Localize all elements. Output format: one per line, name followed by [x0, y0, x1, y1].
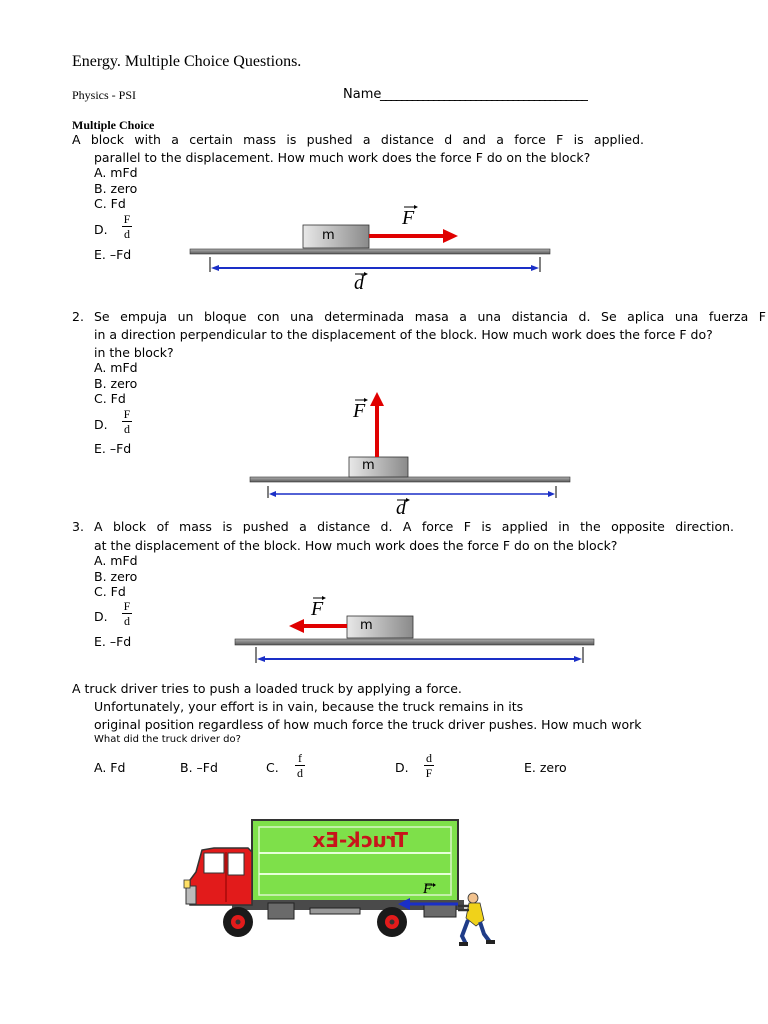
question-2-line-2: in a direction perpendicular to the displacement of the block. How much work does the force F do? — [94, 327, 713, 342]
rear-wheel-center — [390, 920, 395, 925]
question-2-line-3: in the block? — [94, 345, 174, 360]
question-3-line-1: A block of mass is pushed a distance d. A force F is applied in the opposite direction. — [94, 519, 734, 534]
q1-choice-e: E. –Fd — [94, 247, 132, 262]
q2-choice-d-prefix: D. — [94, 417, 108, 432]
push-force-label: F — [423, 881, 433, 897]
q1-choice-c: C. Fd — [94, 196, 126, 211]
q2-choice-c: C. Fd — [94, 391, 126, 406]
q1-choice-a: A. mFd — [94, 165, 138, 180]
block-label: m — [360, 618, 373, 633]
fraction-denominator: F — [425, 766, 433, 780]
section-title: Multiple Choice — [72, 118, 155, 132]
q4-choice-a: A. Fd — [94, 760, 126, 775]
question-1-line-1: A block with a certain mass is pushed a distance d and a force F is applied. — [72, 132, 644, 147]
front-bumper — [186, 886, 196, 904]
q3-choice-c: C. Fd — [94, 584, 126, 599]
q1-choice-b: B. zero — [94, 181, 138, 196]
cab-window — [204, 853, 224, 873]
fraction-numerator: d — [426, 751, 432, 765]
question-3-number: 3. — [72, 519, 84, 534]
fraction-denominator: d — [297, 766, 303, 780]
fraction-denominator: d — [124, 614, 130, 628]
q3-choice-d-prefix: D. — [94, 609, 108, 624]
displacement-label: d — [396, 497, 406, 519]
question-4-line-1: A truck driver tries to push a loaded truck by applying a force. — [72, 681, 462, 696]
fraction-denominator: d — [124, 422, 130, 436]
question-1-line-2: parallel to the displacement. How much work does the force F do on the block? — [94, 150, 591, 165]
q1-choice-d-prefix: D. — [94, 222, 108, 237]
fuel-tank — [268, 903, 294, 919]
block-label: m — [322, 228, 335, 243]
name-label: Name — [343, 87, 382, 102]
q2-choice-b: B. zero — [94, 376, 138, 391]
q4-choice-b: B. –Fd — [180, 760, 218, 775]
force-label: F — [353, 400, 366, 422]
question-3-line-2: at the displacement of the block. How much work does the force F do on the block? — [94, 538, 618, 553]
q2-choice-e: E. –Fd — [94, 441, 132, 456]
q4-choice-c-prefix: C. — [266, 760, 279, 775]
fraction-denominator: d — [124, 227, 130, 241]
name-line: _______________________________________ — [380, 87, 587, 102]
q2-choice-a: A. mFd — [94, 360, 138, 375]
force-label: F — [402, 207, 415, 229]
question-4-line-4: What did the truck driver do? — [94, 734, 241, 745]
cab-door-window — [228, 853, 244, 875]
fraction-numerator: F — [123, 212, 131, 226]
q3-choice-b: B. zero — [94, 569, 138, 584]
question-2-number: 2. — [72, 309, 84, 324]
question-4-line-3: original position regardless of how much force the truck driver pushes. How much work — [94, 717, 642, 732]
q3-choice-a: A. mFd — [94, 553, 138, 568]
front-wheel-center — [236, 920, 241, 925]
q4-choice-d-prefix: D. — [395, 760, 409, 775]
question-2-line-1: Se empuja un bloque con una determinada masa a una distancia d. Se aplica una fuerza F — [94, 309, 766, 324]
q4-choice-e: E. zero — [524, 760, 567, 775]
course-label: Physics - PSI — [72, 88, 137, 102]
force-label: F — [311, 598, 324, 620]
displacement-label: d — [354, 272, 364, 294]
block-label: m — [362, 458, 375, 473]
page-title: Energy. Multiple Choice Questions. — [72, 53, 302, 70]
q3-choice-e: E. –Fd — [94, 634, 132, 649]
headlight — [184, 880, 190, 888]
question-4-line-2: Unfortunately, your effort is in vain, because the truck remains in its — [94, 699, 524, 714]
truck-logo: Truck-Ex — [312, 828, 408, 852]
fraction-numerator: F — [123, 407, 131, 421]
truck-step — [310, 908, 360, 914]
fraction-numerator: F — [123, 599, 131, 613]
fraction-numerator: f — [298, 751, 302, 765]
